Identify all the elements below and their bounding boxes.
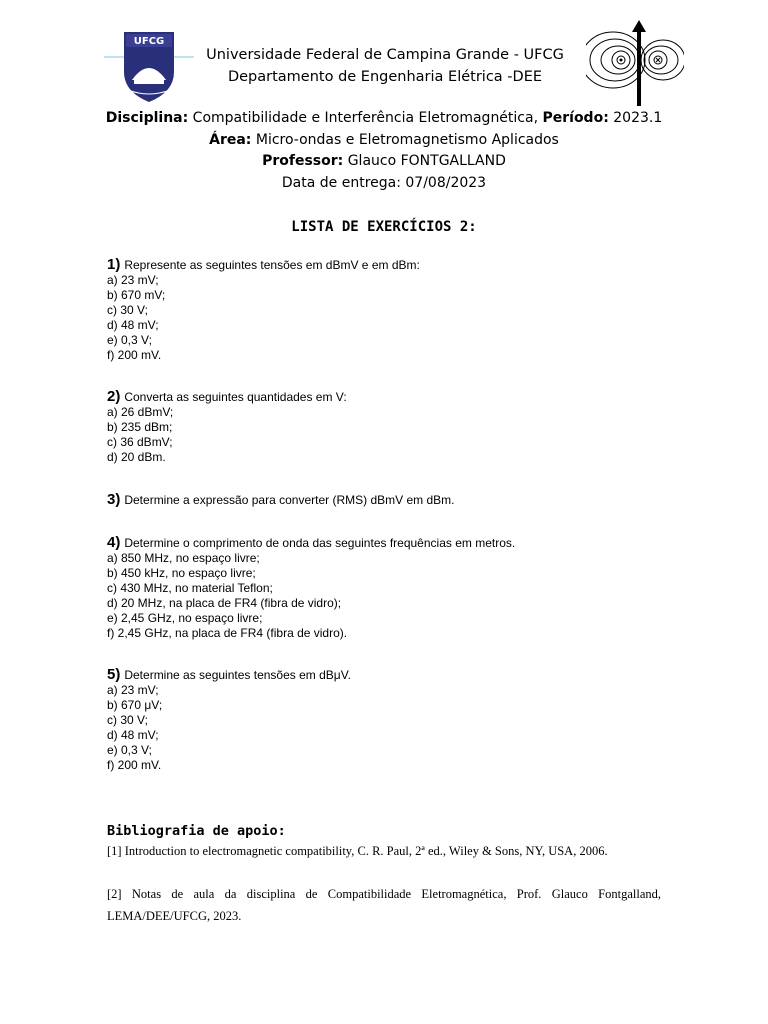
exercise-item: d) 48 mV; <box>107 318 159 332</box>
period-value: 2023.1 <box>613 110 663 126</box>
exercise-item: c) 430 MHz, no material Teflon; <box>107 581 273 595</box>
exercise-1 <box>107 257 707 363</box>
exercise-question-row <box>107 257 707 273</box>
discipline-value: Compatibilidade e Interferência Eletromagnética, <box>192 110 539 126</box>
exercise-item: a) 23 mV; <box>107 273 159 287</box>
exercise-item: b) 670 μV; <box>107 698 163 712</box>
bibliography-ref-1: [1] Introduction to electromagnetic compatibility, C. R. Paul, 2ª ed., Wiley & Sons, NY, USA, 2006. <box>107 844 608 858</box>
exercise-3 <box>107 492 707 508</box>
exercise-item: a) 850 MHz, no espaço livre; <box>107 551 260 565</box>
exercise-question-row <box>107 667 707 683</box>
exercise-item: f) 200 mV. <box>107 348 162 362</box>
exercise-item: c) 30 V; <box>107 713 148 727</box>
exercise-item: a) 23 mV; <box>107 683 159 697</box>
exercise-item: d) 48 mV; <box>107 728 159 742</box>
discipline-line <box>0 110 768 126</box>
exercise-item: b) 235 dBm; <box>107 420 173 434</box>
exercise-item: b) 670 mV; <box>107 288 166 302</box>
exercise-number: 1) <box>107 256 121 273</box>
exercise-question-row <box>107 535 707 551</box>
exercise-number: 4) <box>107 534 121 551</box>
ufcg-logo <box>104 26 194 106</box>
exercise-number: 2) <box>107 388 121 405</box>
exercise-item: a) 26 dBmV; <box>107 405 174 419</box>
exercise-5 <box>107 667 707 773</box>
exercise-question: Represente as seguintes tensões em dBmV e em dBm: <box>124 258 420 272</box>
exercise-question: Determine o comprimento de onda das seguintes frequências em metros. <box>124 536 516 550</box>
list-title: LISTA DE EXERCÍCIOS 2: <box>291 219 477 235</box>
exercise-item: d) 20 MHz, na placa de FR4 (fibra de vidro); <box>107 596 342 610</box>
area-line <box>0 132 768 148</box>
professor-label: Professor: <box>262 153 344 169</box>
bibliography-title: Bibliografia de apoio: <box>107 823 286 839</box>
due-date: Data de entrega: 07/08/2023 <box>281 175 487 191</box>
exercise-question-row <box>107 492 707 508</box>
exercise-item: e) 2,45 GHz, no espaço livre; <box>107 611 263 625</box>
electromagnetic-field-icon <box>586 18 684 116</box>
exercise-item: c) 36 dBmV; <box>107 435 173 449</box>
discipline-label: Disciplina: <box>105 110 189 126</box>
exercise-question: Determine a expressão para converter (RMS) dBmV em dBm. <box>124 493 455 507</box>
exercise-2 <box>107 389 707 465</box>
area-label: Área: <box>209 132 252 148</box>
exercise-number: 5) <box>107 666 121 683</box>
bibliography-ref-2: [2] Notas de aula da disciplina de Compatibilidade Eletromagnética, Prof. Glauco Fontgalland, LEMA/DEE/UFCG, 2023. <box>107 887 661 923</box>
exercise-question-row <box>107 389 707 405</box>
exercise-item: b) 450 kHz, no espaço livre; <box>107 566 256 580</box>
exercise-item: e) 0,3 V; <box>107 743 152 757</box>
professor-line <box>0 153 768 169</box>
exercise-item: e) 0,3 V; <box>107 333 152 347</box>
period-label: Período: <box>542 110 609 126</box>
professor-value: Glauco FONTGALLAND <box>347 153 506 169</box>
exercise-question: Converta as seguintes quantidades em V: <box>124 390 347 404</box>
exercise-4 <box>107 535 707 641</box>
department-name: Departamento de Engenharia Elétrica -DEE <box>227 69 543 85</box>
exercise-item: f) 2,45 GHz, na placa de FR4 (fibra de vidro). <box>107 626 348 640</box>
exercise-item: d) 20 dBm. <box>107 450 166 464</box>
area-value: Micro-ondas e Eletromagnetismo Aplicados <box>255 132 559 148</box>
svg-text:UFCG: UFCG <box>133 36 165 47</box>
exercise-question: Determine as seguintes tensões em dBμV. <box>124 668 351 682</box>
university-name: Universidade Federal de Campina Grande - UFCG <box>206 47 564 63</box>
exercise-item: f) 200 mV. <box>107 758 162 772</box>
exercise-number: 3) <box>107 491 121 508</box>
exercise-item: c) 30 V; <box>107 303 148 317</box>
